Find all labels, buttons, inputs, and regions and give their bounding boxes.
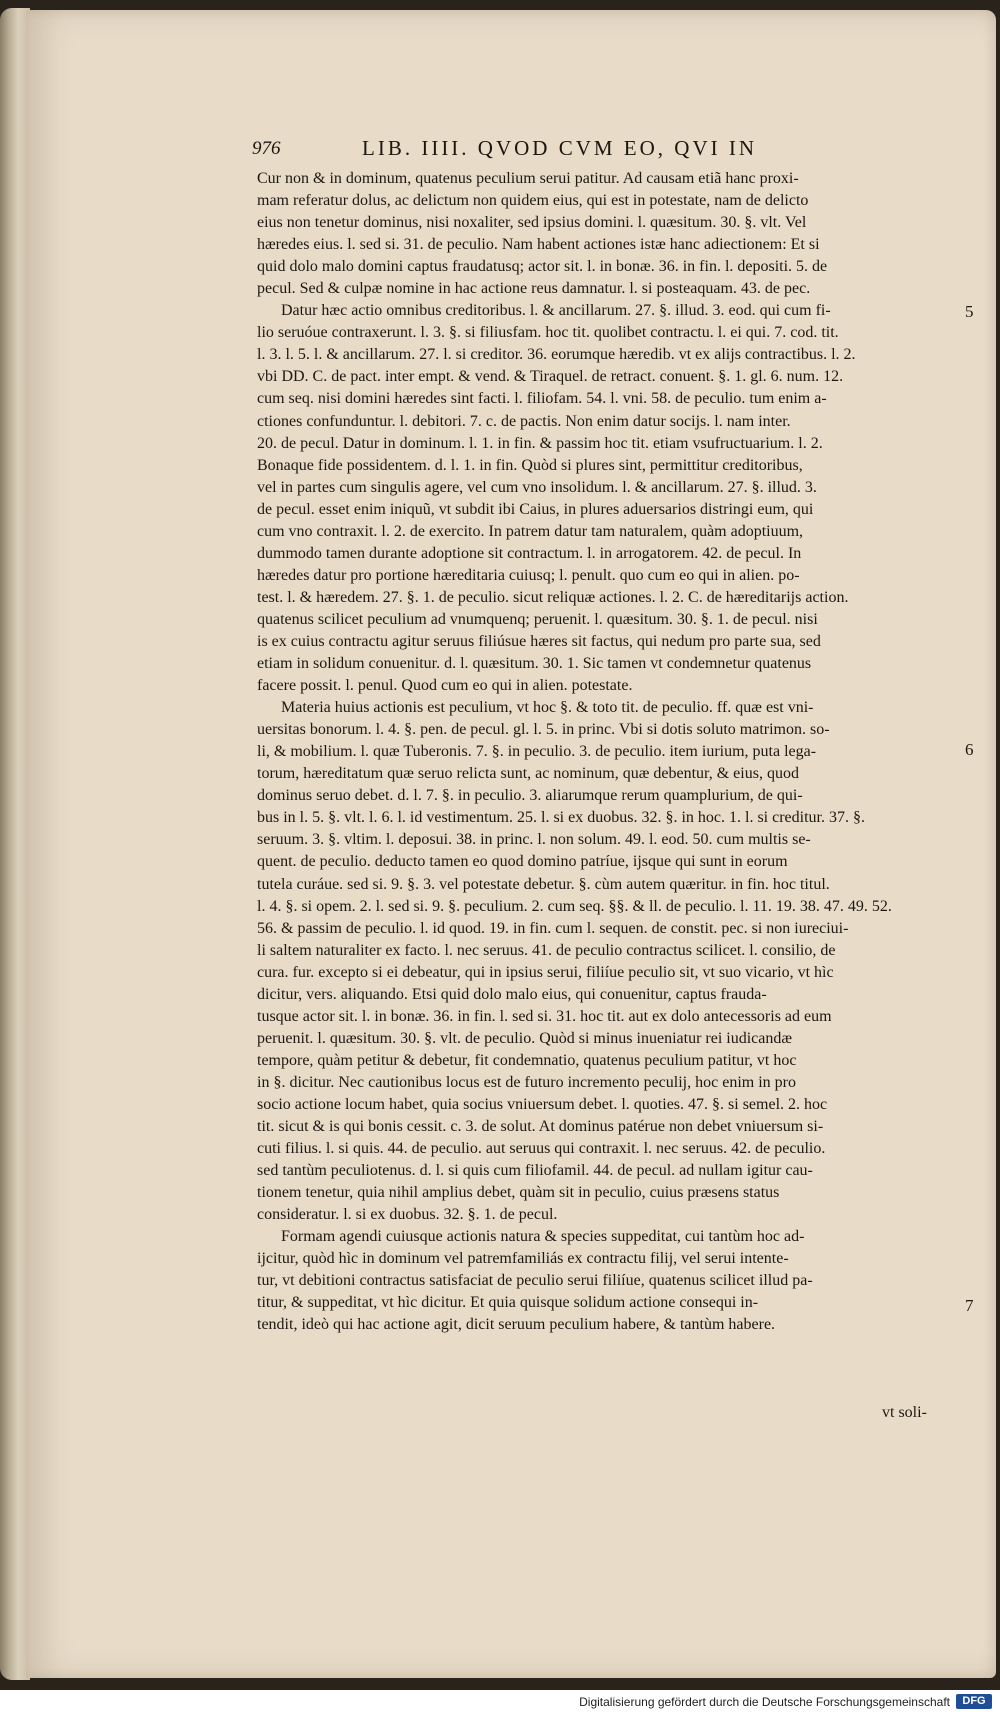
text-line: hæredes datur pro portione hæreditaria cuiusq; l. penult. quo cum eo qui in alien. po-	[257, 566, 800, 584]
text-line: cura. fur. excepto si ei debeatur, qui in ipsius serui, filiíue peculio sit, vt suo vicario, vt hìc	[257, 963, 834, 981]
text-line: li saltem naturaliter ex facto. l. nec seruus. 41. de peculio contractus scilicet. l. consilio, de	[257, 941, 836, 959]
margin-number-7: 7	[965, 1296, 974, 1315]
text-line: test. l. & hæredem. 27. §. 1. de peculio. sicut reliquæ actiones. l. 2. C. de hæreditarijs action.	[257, 588, 849, 606]
footer-credit: Digitalisierung gefördert durch die Deutsche Forschungsgemeinschaft	[579, 1695, 950, 1709]
text-line: seruum. 3. §. vltim. l. deposui. 38. in princ. l. non solum. 49. l. eod. 50. cum multis se-	[257, 831, 811, 849]
text-line: Materia huius actionis est peculium, vt hoc §. & toto tit. de peculio. ff. quæ est vni-	[281, 699, 814, 717]
dfg-logo: DFG	[956, 1694, 992, 1709]
text-line: titur, & suppeditat, vt hìc dicitur. Et quia quisque solidum actione consequi in-	[257, 1294, 759, 1312]
text-line: hæredes eius. l. sed si. 31. de peculio. Nam habent actiones istæ hanc adiectionem: Et si	[257, 236, 820, 254]
page-number: 976	[252, 138, 281, 159]
text-line: dicitur, vers. aliquando. Etsi quid dolo malo eius, qui conuenitur, captus frauda-	[257, 985, 767, 1003]
text-line: vel in partes cum singulis agere, vel cum vno insolidum. l. & ancillarum. 27. §. illud. 3.	[257, 478, 817, 496]
catchword: vt soli-	[882, 1404, 927, 1421]
text-line: tusque actor sit. l. in bonæ. 36. in fin. l. sed si. 31. hoc tit. aut ex dolo antecessoris ad eum	[257, 1007, 832, 1025]
paragraph	[257, 168, 957, 300]
page-header	[252, 138, 972, 168]
text-line: Datur hæc actio omnibus creditoribus. l. & ancillarum. 27. §. illud. 3. eod. qui cum fi-	[281, 302, 831, 320]
text-line: ijcitur, quòd hìc in dominum vel patremfamiliás ex contractu filij, vel serui intente-	[257, 1250, 789, 1268]
text-line: mam referatur dolus, ac delictum non quidem eius, qui est in potestate, nam de delicto	[257, 192, 809, 210]
text-line: l. 3. l. 5. l. & ancillarum. 27. l. si creditor. 36. eorumque hæredib. vt ex alijs contractibus. l. 2.	[257, 346, 856, 364]
text-line: l. 4. §. si opem. 2. l. sed si. 9. §. peculium. 2. cum seq. §§. & ll. de peculio. l. 11. 19. 38. 47. 49. 52.	[257, 897, 892, 915]
text-line: sed tantùm peculiotenus. d. l. si quis cum filiofamil. 44. de pecul. ad nullam igitur cau-	[257, 1162, 813, 1180]
text-line: Cur non & in dominum, quatenus peculium serui patitur. Ad causam etiã hanc proxi-	[257, 170, 799, 187]
text-line: 20. de pecul. Datur in dominum. l. 1. in fin. & passim hoc tit. etiam vsufructuarium. l. 2.	[257, 434, 823, 452]
text-line: consideratur. l. si ex duobus. 32. §. 1. de pecul.	[257, 1206, 558, 1224]
text-line: de pecul. esset enim iniquũ, vt subdit ibi Caius, in plures aduersarios distringi eum, qui	[257, 500, 814, 518]
margin-number-6: 6	[965, 740, 974, 759]
text-line: 56. & passim de peculio. l. id quod. 19. in fin. cum l. sequen. de constit. pec. si non iureciui-	[257, 919, 849, 937]
text-line: tionem tenetur, quia nihil amplius debet, quàm sit in peculio, cuius præsens status	[257, 1184, 780, 1202]
text-line: tit. sicut & is qui bonis cessit. c. 3. de solut. At dominus patérue non debet vniuersum si-	[257, 1118, 824, 1136]
paragraph	[257, 697, 957, 1226]
text-line: is ex cuius contractu agitur seruus filiúsue hæres sit factus, qui nedum pro parte sua, sed	[257, 632, 821, 650]
running-head: LIB. IIII. QVOD CVM EO, QVI IN	[362, 136, 758, 160]
text-line: torum, hæreditatum quæ seruo relicta sunt, ac nominum, quæ debentur, & eius, quod	[257, 765, 799, 783]
text-line: quid dolo malo domini captus fraudatusq; actor sit. l. in bonæ. 36. in fin. l. depositi. 5. de	[257, 258, 828, 276]
text-line: tur, vt debitioni contractus satisfaciat de peculio serui filiíue, quatenus scilicet illud pa-	[257, 1272, 813, 1290]
text-line: eius non tenetur dominus, nisi noxaliter, sed ipsius domini. l. quæsitum. 30. §. vlt. Vel	[257, 214, 807, 232]
text-line: ctiones confunduntur. l. debitori. 7. c. de pactis. Non enim datur socijs. l. nam inter.	[257, 412, 791, 430]
text-line: peruenit. l. quæsitum. 30. §. vlt. de peculio. Quòd si minus inueniatur rei iudicandæ	[257, 1029, 793, 1047]
text-line: tendit, ideò qui hac actione agit, dicit seruum peculium habere, & tantùm habere.	[257, 1316, 776, 1334]
text-line: socio actione locum habet, quia socius vniuersum debet. l. quoties. 47. §. si semel. 2. hoc	[257, 1095, 828, 1113]
text-line: uersitas bonorum. l. 4. §. pen. de pecul. gl. l. 5. in princ. Vbi si dotis soluto matrimon. so-	[257, 721, 830, 739]
margin-number-5: 5	[965, 302, 974, 321]
text-line: lio seruóue contraxerunt. l. 3. §. si filiusfam. hoc tit. quolibet contractu. l. ei qui. 7. cod. tit.	[257, 324, 839, 342]
text-line: bus in l. 5. §. vlt. l. 6. l. id vestimentum. 25. l. si ex duobus. 32. §. in hoc. 1. l. si creditur. 37. §.	[257, 809, 865, 827]
text-line: in §. dicitur. Nec cautionibus locus est de futuro incremento peculij, hoc enim in pro	[257, 1073, 796, 1091]
text-line: tutela curáue. sed si. 9. §. 3. vel potestate debetur. §. cùm autem quæritur. in fin. hoc titul.	[257, 875, 830, 893]
paragraph	[257, 300, 957, 697]
text-line: vbi DD. C. de pact. inter empt. & vend. & Tiraquel. de retract. conuent. §. 1. gl. 6. num. 12.	[257, 368, 844, 386]
text-line: Bonaque fide possidentem. d. l. 1. in fin. Quòd si plures sint, permittitur creditoribus,	[257, 456, 803, 474]
text-line: li, & mobilium. l. quæ Tuberonis. 7. §. in peculio. 3. de peculio. item iurium, puta lega-	[257, 743, 817, 761]
digitization-footer	[0, 1690, 1000, 1714]
text-line: facere possit. l. penul. Quod cum eo qui in alien. potestate.	[257, 677, 633, 695]
text-line: cum vno contraxit. l. 2. de exercito. In patrem datur tam naturalem, quàm adoptiuum,	[257, 522, 804, 540]
text-line: cum seq. nisi domini hæredes sint facti. l. filiofam. 54. l. vni. 58. de peculio. tum enim a-	[257, 390, 827, 408]
text-line: Formam agendi cuiusque actionis natura & species suppeditat, cui tantùm hoc ad-	[281, 1228, 805, 1246]
text-line: quatenus scilicet peculium ad vnumquenq; peruenit. l. quæsitum. 30. §. 1. de pecul. nisi	[257, 610, 818, 628]
text-line: pecul. Sed & culpæ nomine in hac actione reus damnatur. l. si posteaquam. 43. de pec.	[257, 280, 811, 298]
text-line: etiam in solidum conuenitur. d. l. quæsitum. 30. 1. Sic tamen vt condemnetur quatenus	[257, 655, 812, 673]
text-line: dominus seruo debet. d. l. 7. §. in peculio. 3. aliarumque rerum quamplurium, de qui-	[257, 787, 803, 805]
text-line: quent. de peculio. deducto tamen eo quod domino patríue, ijsque qui sunt in eorum	[257, 853, 788, 871]
text-line: dummodo tamen durante adoptione sit contractum. l. in arrogatorem. 42. de pecul. In	[257, 544, 802, 562]
text-line: cuti filius. l. si quis. 44. de peculio. aut seruus qui contraxit. l. nec seruus. 42. de peculio.	[257, 1140, 826, 1158]
paragraph	[257, 1226, 957, 1336]
page-text	[257, 168, 957, 1336]
text-line: tempore, quàm petitur & debetur, fit condemnatio, quatenus peculium patitur, vt hoc	[257, 1051, 797, 1069]
